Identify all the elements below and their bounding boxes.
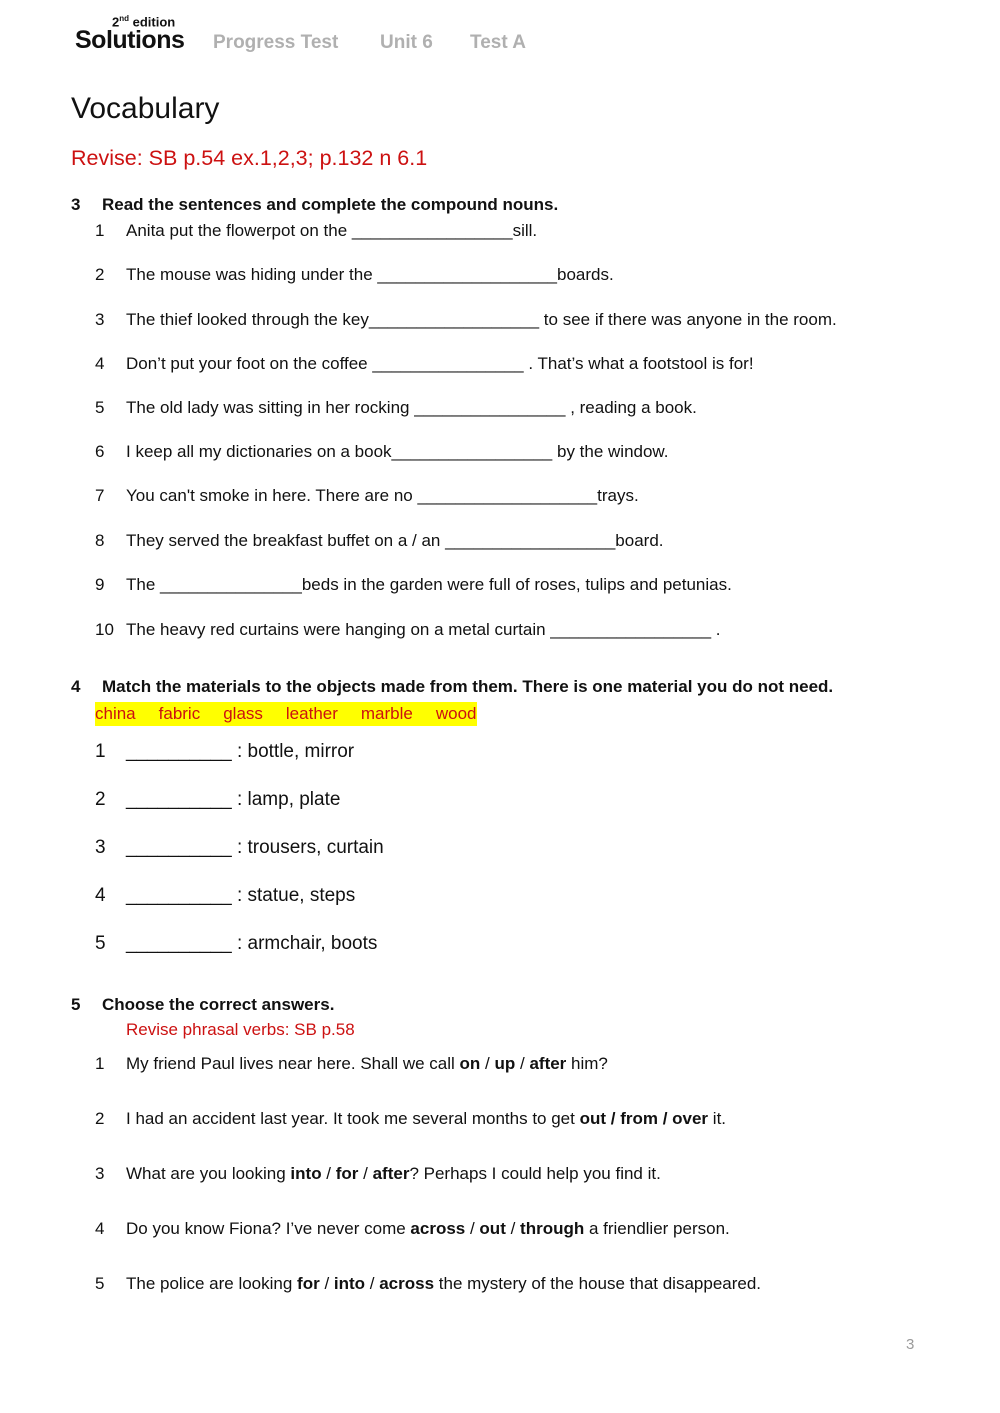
item-sentence: Don’t put your foot on the coffee ________________ . That’s what a footstool is for! xyxy=(126,354,754,373)
item-number: 5 xyxy=(95,1274,105,1293)
question-4-number: 4 xyxy=(71,677,81,696)
option[interactable]: into xyxy=(290,1164,322,1183)
option[interactable]: for xyxy=(297,1274,320,1293)
option[interactable]: across xyxy=(410,1219,466,1238)
logo-edition: 2nd edition xyxy=(112,14,176,30)
match-line: __________ : trousers, curtain xyxy=(126,837,384,858)
word-bank-item: fabric xyxy=(158,704,201,723)
item-sentence: You can't smoke in here. There are no ___________________trays. xyxy=(126,486,639,505)
page-number: 3 xyxy=(906,1336,915,1353)
word-bank-item: leather xyxy=(285,704,338,723)
section-title: Vocabulary xyxy=(71,92,220,125)
option[interactable]: through xyxy=(520,1219,585,1238)
item-sentence: The _______________beds in the garden were full of roses, tulips and petunias. xyxy=(126,575,732,594)
word-bank-item: china xyxy=(95,704,136,723)
item-number: 10 xyxy=(95,620,114,639)
item-number: 4 xyxy=(95,354,105,373)
word-bank-item: glass xyxy=(223,704,263,723)
item-sentence: They served the breakfast buffet on a / an __________________board. xyxy=(126,531,664,550)
item-sentence: The thief looked through the key__________________ to see if there was anyone in the room. xyxy=(126,310,837,329)
item-sentence: The police are looking for / into / across the mystery of the house that disappeared. xyxy=(126,1274,762,1293)
item-number: 1 xyxy=(95,221,105,240)
item-number: 4 xyxy=(95,1219,105,1238)
brand-logo: Solutions xyxy=(75,26,185,54)
item-number: 5 xyxy=(95,398,105,417)
item-number: 6 xyxy=(95,442,105,461)
item-number: 1 xyxy=(95,1054,105,1073)
question-5-number: 5 xyxy=(71,995,81,1014)
question-5-instruction: Choose the correct answers. xyxy=(102,995,335,1014)
item-sentence: The heavy red curtains were hanging on a metal curtain _________________ . xyxy=(126,620,721,639)
item-sentence: Anita put the flowerpot on the _________________sill. xyxy=(126,221,538,240)
item-sentence: What are you looking into / for / after? Perhaps I could help you find it. xyxy=(126,1164,661,1183)
item-number: 2 xyxy=(95,1109,105,1128)
option[interactable]: out / from / over xyxy=(579,1109,709,1128)
item-number: 1 xyxy=(95,741,106,762)
option[interactable]: on xyxy=(459,1054,481,1073)
option[interactable]: across xyxy=(379,1274,435,1293)
header-test-version: Test A xyxy=(470,32,526,53)
item-number: 2 xyxy=(95,789,106,810)
item-number: 5 xyxy=(95,933,106,954)
item-sentence: The mouse was hiding under the ___________________boards. xyxy=(126,265,614,284)
item-sentence: Do you know Fiona? I’ve never come across / out / through a friendlier person. xyxy=(126,1219,730,1238)
item-number: 3 xyxy=(95,310,105,329)
option[interactable]: into xyxy=(333,1274,366,1293)
match-line: __________ : armchair, boots xyxy=(126,933,378,954)
item-number: 3 xyxy=(95,1164,105,1183)
item-number: 9 xyxy=(95,575,105,594)
item-number: 8 xyxy=(95,531,105,550)
match-line: __________ : bottle, mirror xyxy=(126,741,355,762)
item-number: 4 xyxy=(95,885,106,906)
item-sentence: I had an accident last year. It took me several months to get out / from / over it. xyxy=(126,1109,727,1128)
item-sentence: I keep all my dictionaries on a book_________________ by the window. xyxy=(126,442,669,461)
option[interactable]: after xyxy=(372,1164,410,1183)
question-3-number: 3 xyxy=(71,195,81,214)
revise-note: Revise: SB p.54 ex.1,2,3; p.132 n 6.1 xyxy=(71,146,428,170)
item-number: 2 xyxy=(95,265,105,284)
match-line: __________ : lamp, plate xyxy=(126,789,341,810)
option[interactable]: for xyxy=(335,1164,359,1183)
word-bank xyxy=(95,702,477,726)
item-sentence: My friend Paul lives near here. Shall we call on / up / after him? xyxy=(126,1054,608,1073)
word-bank-item: marble xyxy=(360,704,413,723)
word-bank-item: wood xyxy=(435,704,477,723)
item-sentence: The old lady was sitting in her rocking ________________ , reading a book. xyxy=(126,398,697,417)
header-test-type: Progress Test xyxy=(213,32,339,53)
phrasal-verbs-revise-note: Revise phrasal verbs: SB p.58 xyxy=(126,1020,355,1039)
option[interactable]: out xyxy=(479,1219,506,1238)
item-number: 7 xyxy=(95,486,105,505)
match-line: __________ : statue, steps xyxy=(126,885,356,906)
option[interactable]: after xyxy=(529,1054,567,1073)
header-unit: Unit 6 xyxy=(380,32,433,53)
item-number: 3 xyxy=(95,837,106,858)
question-3-instruction: Read the sentences and complete the compound nouns. xyxy=(102,195,559,214)
question-4-instruction: Match the materials to the objects made from them. There is one material you do not need. xyxy=(102,677,834,696)
option[interactable]: up xyxy=(494,1054,516,1073)
